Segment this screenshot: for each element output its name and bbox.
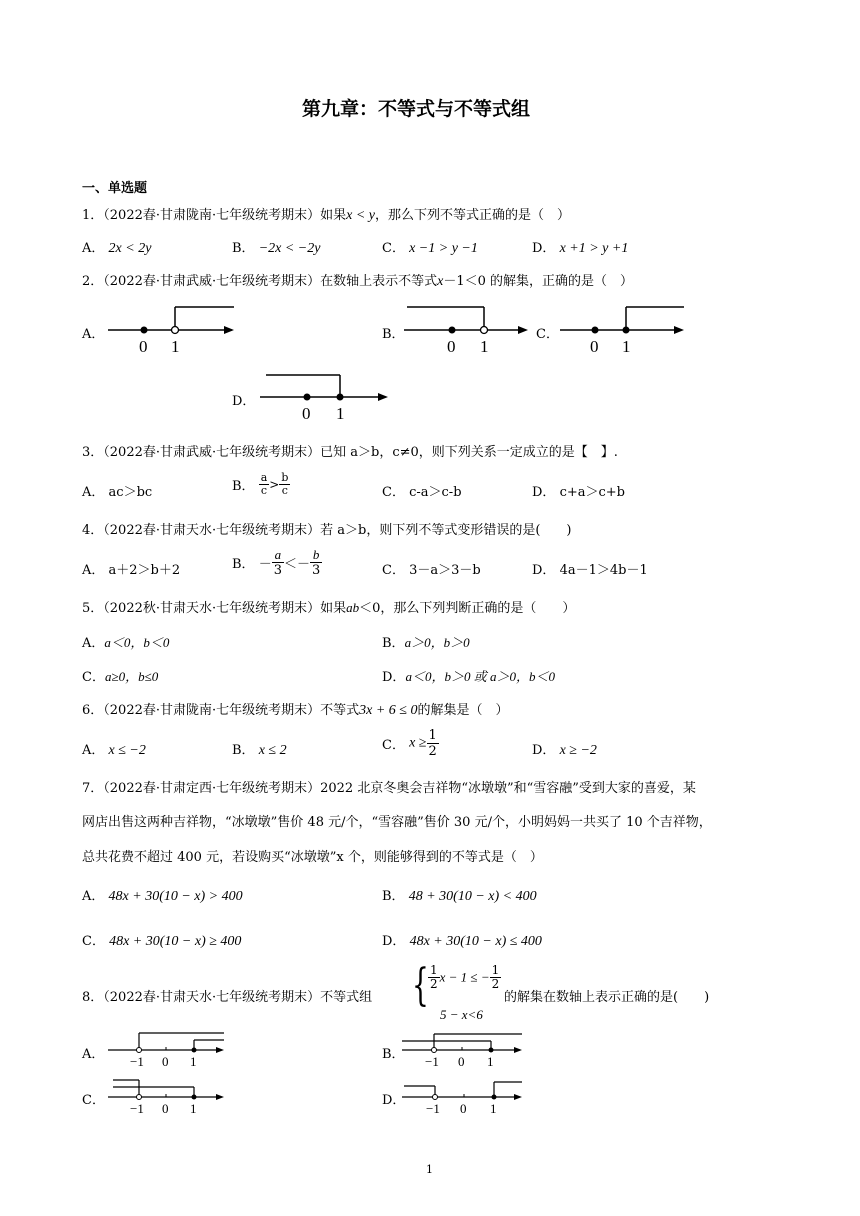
question-7-line-2: 网店出售这两种吉祥物，“冰墩墩”售价 48 元/个，“雪容融”售价 30 元/个，小明妈妈一共买了 10 个吉祥物，: [82, 815, 712, 830]
tick-label: −1: [130, 1101, 144, 1116]
tick-label: 1: [622, 337, 631, 356]
page-number: 1: [426, 1163, 433, 1176]
q3-option-b[interactable]: B． $\frac{a}{c}$ > $\frac{b}{c}$: [232, 471, 289, 497]
q8-option-d[interactable]: D．: [382, 1093, 406, 1108]
q2-option-a[interactable]: A．: [82, 327, 105, 342]
q7-option-d[interactable]: D． 48x + 30(10 − x) ≤ 400: [382, 934, 542, 949]
tick-label: 0: [458, 1054, 465, 1068]
tick-label: 1: [190, 1101, 197, 1116]
q2-number-line-a: [108, 300, 240, 356]
section-heading: 一、单选题: [82, 181, 148, 196]
q2-number-line-d: [260, 368, 392, 424]
q8-option-c[interactable]: C．: [82, 1093, 105, 1108]
question-1-text: 1．（2022春·甘肃陇南·七年级统考期末）如果: [82, 208, 347, 223]
q6-option-b[interactable]: B． x ≤ 2: [232, 743, 287, 758]
q8-number-line-d: [402, 1076, 526, 1116]
q3-option-a[interactable]: A． ac＞bc: [82, 485, 153, 500]
q8-number-line-b: [402, 1030, 526, 1068]
system-brace: {: [412, 960, 429, 1011]
q7-option-a[interactable]: A． 48x + 30(10 − x) > 400: [82, 889, 243, 904]
tick-label: 1: [480, 337, 489, 356]
question-3: 3．（2022春·甘肃武威·七年级统考期末）已知 a＞b，c≠0，则下列关系一定成立的是【 】.: [82, 445, 618, 460]
q2-option-d[interactable]: D．: [232, 394, 256, 409]
q5-option-c[interactable]: C．a≥0，b≤0: [82, 669, 159, 685]
tick-label: 0: [162, 1101, 169, 1116]
q4-option-b[interactable]: B． － $\frac{a}{3}$ ＜－ $\frac{b}{3}$: [232, 547, 321, 578]
tick-label: 0: [139, 337, 148, 356]
q6-option-a[interactable]: A． x ≤ −2: [82, 743, 146, 758]
q4-option-a[interactable]: A． a＋2＞b＋2: [82, 563, 181, 578]
q2-number-line-b: [404, 300, 534, 356]
tick-label: 0: [460, 1101, 467, 1116]
tick-label: 1: [490, 1101, 497, 1116]
tick-label: 1: [336, 404, 345, 423]
question-4: 4．（2022春·甘肃天水·七年级统考期末）若 a＞b，则下列不等式变形错误的是( ): [82, 523, 572, 538]
tick-label: 0: [302, 404, 311, 423]
tick-label: −1: [426, 1101, 440, 1116]
q5-option-d[interactable]: D．a＜0，b＞0 或 a＞0，b＜0: [382, 669, 555, 685]
q6-option-d[interactable]: D． x ≥ −2: [532, 743, 597, 758]
q8-number-line-a: [108, 1030, 228, 1068]
q2-option-c[interactable]: C．: [536, 327, 559, 342]
system-row-1: $\frac{1}{2}$ x − 1 ≤ − $\frac{1}{2}$: [430, 963, 500, 991]
tick-label: 1: [190, 1054, 197, 1068]
question-1-condition: x < y: [346, 208, 375, 223]
q7-option-c[interactable]: C． 48x + 30(10 − x) ≥ 400: [82, 934, 242, 949]
tick-label: 1: [487, 1054, 494, 1068]
q8-option-a[interactable]: A．: [82, 1047, 105, 1062]
question-7-line-3: 总共花费不超过 400 元，若设购买“冰墩墩”x 个，则能够得到的不等式是（ ）: [82, 850, 543, 865]
q1-option-b[interactable]: B． −2x < −2y: [232, 241, 321, 256]
system-row-2: 5 − x<6: [440, 1007, 483, 1022]
q1-option-c[interactable]: C． x −1 > y −1: [382, 241, 478, 256]
question-5: 5．（2022秋·甘肃天水·七年级统考期末）如果ab＜0，那么下列判断正确的是（ ）: [82, 600, 576, 616]
question-2: 2．（2022春·甘肃武威·七年级统考期末）在数轴上表示不等式x－1＜0 的解集，正确的是（ ）: [82, 274, 634, 289]
q3-option-d[interactable]: D． c+a＞c+b: [532, 485, 625, 500]
question-8-prefix: 8．（2022春·甘肃天水·七年级统考期末）不等式组: [82, 990, 373, 1005]
question-1: [82, 204, 570, 224]
question-1-suffix: ，那么下列不等式正确的是（ ）: [375, 208, 571, 223]
question-7-line-1: 7．（2022春·甘肃定西·七年级统考期末）2022 北京冬奥会吉祥物“冰墩墩”和“雪容融”受到大家的喜爱，某: [82, 781, 696, 796]
q1-option-a[interactable]: A． 2x < 2y: [82, 241, 152, 256]
tick-label: 1: [171, 337, 180, 356]
q1-option-d[interactable]: D． x +1 > y +1: [532, 241, 629, 256]
q8-number-line-c: [108, 1076, 228, 1116]
q6-option-c[interactable]: C． x ≥ $\frac{1}{2}$: [382, 728, 437, 759]
tick-label: 0: [590, 337, 599, 356]
tick-label: 0: [162, 1054, 169, 1068]
tick-label: −1: [425, 1054, 439, 1068]
tick-label: −1: [130, 1054, 144, 1068]
q2-number-line-c: [560, 300, 690, 356]
q2-option-b[interactable]: B．: [382, 327, 405, 342]
tick-label: 0: [447, 337, 456, 356]
q5-option-b[interactable]: B．a＞0，b＞0: [382, 635, 470, 651]
q5-option-a[interactable]: A．a＜0，b＜0: [82, 635, 170, 651]
q4-option-d[interactable]: D． 4a－1＞4b－1: [532, 563, 648, 578]
page-title: 第九章：不等式与不等式组: [302, 98, 531, 120]
q3-option-c[interactable]: C． c-a＞c-b: [382, 485, 462, 500]
q7-option-b[interactable]: B． 48 + 30(10 − x) < 400: [382, 889, 537, 904]
q8-option-b[interactable]: B．: [382, 1047, 405, 1062]
q4-option-c[interactable]: C． 3－a＞3－b: [382, 563, 481, 578]
question-6: 6．（2022春·甘肃陇南·七年级统考期末）不等式3x + 6 ≤ 0的解集是（ ）: [82, 703, 509, 718]
question-8-suffix: 的解集在数轴上表示正确的是( ): [504, 990, 710, 1005]
